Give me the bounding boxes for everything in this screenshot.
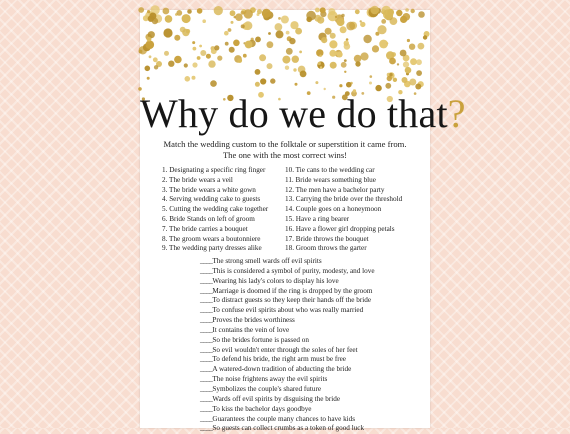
answer-blank[interactable]: ____ bbox=[200, 424, 213, 433]
custom-item: 1. Designating a specific ring finger bbox=[162, 166, 266, 174]
answer-item bbox=[200, 277, 375, 287]
answer-text: Symbolizes the couple's shared future bbox=[212, 384, 322, 393]
answer-blank[interactable]: ____ bbox=[200, 365, 213, 374]
instructions-line-2: The one with the most correct wins! bbox=[222, 150, 348, 160]
answer-blank[interactable]: ____ bbox=[200, 266, 213, 275]
answer-text: Guarantees the couple many chances to have kids bbox=[212, 414, 356, 423]
answer-text: So the brides fortune is passed on bbox=[212, 335, 309, 344]
custom-item: 9. The wedding party dresses alike bbox=[162, 244, 262, 253]
customs-list-left bbox=[162, 166, 268, 254]
instructions-line-1: Match the wedding custom to the folktale or superstition it came from. bbox=[163, 139, 407, 149]
answer-blank[interactable]: ____ bbox=[200, 325, 213, 334]
answer-item bbox=[200, 346, 375, 356]
answer-text: To confuse evil spirits about who was really married bbox=[212, 306, 364, 315]
answer-item bbox=[200, 287, 375, 297]
answer-blank[interactable]: ____ bbox=[200, 384, 213, 393]
custom-item: 16. Have a flower girl dropping petals bbox=[285, 224, 395, 233]
custom-item: 14. Couple goes on a honeymoon bbox=[285, 205, 382, 214]
answer-item bbox=[200, 296, 375, 306]
custom-item: 11. Bride wears something blue bbox=[285, 175, 376, 184]
answer-text: To distract guests so they keep their hands off the bride bbox=[212, 296, 372, 305]
answer-item bbox=[200, 365, 375, 375]
answer-blank[interactable]: ____ bbox=[200, 394, 213, 403]
answer-item bbox=[200, 316, 375, 326]
custom-item: 12. The men have a bachelor party bbox=[285, 185, 385, 194]
gold-confetti bbox=[140, 10, 430, 102]
answer-item bbox=[200, 385, 375, 395]
answer-blank[interactable]: ____ bbox=[200, 335, 213, 344]
custom-item: 5. Cutting the wedding cake together bbox=[162, 205, 269, 214]
custom-item: 7. The bride carries a bouquet bbox=[162, 224, 248, 233]
custom-item: 2. The bride wears a veil bbox=[162, 175, 233, 184]
custom-item: 6. Bride Stands on left of groom bbox=[162, 214, 255, 223]
answer-text: Wearing his lady's colors to display his love bbox=[212, 276, 339, 285]
title-question-mark: ? bbox=[447, 91, 466, 136]
answer-item bbox=[200, 267, 375, 277]
answer-text: To kiss the bachelor days goodbye bbox=[212, 404, 312, 413]
custom-item: 8. The groom wears a boutonniere bbox=[162, 234, 261, 243]
answer-text: It contains the vein of love bbox=[212, 325, 290, 334]
custom-item: 15. Have a ring bearer bbox=[285, 214, 350, 223]
answer-item bbox=[200, 375, 375, 385]
page-title bbox=[140, 91, 466, 136]
answer-item bbox=[200, 424, 375, 434]
answer-item bbox=[200, 336, 375, 346]
answer-blank[interactable]: ____ bbox=[200, 276, 213, 285]
answer-blank[interactable]: ____ bbox=[200, 355, 213, 364]
answer-text: So evil wouldn't enter through the soles of her feet bbox=[212, 345, 358, 354]
answer-item bbox=[200, 395, 375, 405]
answer-item bbox=[200, 306, 375, 316]
custom-item: 4. Serving wedding cake to guests bbox=[162, 195, 261, 204]
answer-text: To defend his bride, the right arm must be free bbox=[212, 355, 346, 364]
title-text: Why do we do that bbox=[140, 91, 448, 136]
answer-text: So guests can collect crumbs as a token of good luck bbox=[212, 424, 365, 433]
answer-blank[interactable]: ____ bbox=[200, 257, 213, 265]
answer-text: Wards off evil spirits by disguising the bride bbox=[212, 394, 341, 403]
custom-item: 17. Bride throws the bouquet bbox=[285, 234, 369, 243]
answer-text: The strong smell wards off evil spirits bbox=[212, 257, 322, 265]
answer-blank[interactable]: ____ bbox=[200, 414, 213, 423]
answer-item bbox=[200, 415, 375, 425]
customs-list-right bbox=[285, 166, 402, 254]
answer-text: Proves the brides worthiness bbox=[212, 316, 295, 325]
answer-blank[interactable]: ____ bbox=[200, 286, 213, 295]
answer-blank[interactable]: ____ bbox=[200, 404, 213, 413]
answer-item bbox=[200, 405, 375, 415]
answer-text: The noise frightens away the evil spirits bbox=[212, 375, 328, 384]
custom-item: 18. Groom throws the garter bbox=[285, 244, 367, 253]
answer-text: Marriage is doomed if the ring is dropped by the groom bbox=[212, 286, 373, 295]
answer-blank[interactable]: ____ bbox=[200, 316, 213, 325]
answers-list bbox=[200, 257, 375, 434]
answer-item bbox=[200, 326, 375, 336]
answer-blank[interactable]: ____ bbox=[200, 306, 213, 315]
answer-blank[interactable]: ____ bbox=[200, 345, 213, 354]
answer-item bbox=[200, 355, 375, 365]
custom-item: 10. Tie cans to the wedding car bbox=[285, 166, 375, 174]
answer-text: This is considered a symbol of purity, modesty, and love bbox=[212, 266, 375, 275]
instructions bbox=[140, 139, 430, 161]
answer-item bbox=[200, 257, 375, 267]
answer-blank[interactable]: ____ bbox=[200, 375, 213, 384]
custom-item: 13. Carrying the bride over the threshold bbox=[285, 195, 403, 204]
answer-text: A watered-down tradition of abducting the bride bbox=[212, 365, 352, 374]
custom-item: 3. The bride wears a white gown bbox=[162, 185, 256, 194]
game-card bbox=[140, 10, 466, 433]
answer-blank[interactable]: ____ bbox=[200, 296, 213, 305]
